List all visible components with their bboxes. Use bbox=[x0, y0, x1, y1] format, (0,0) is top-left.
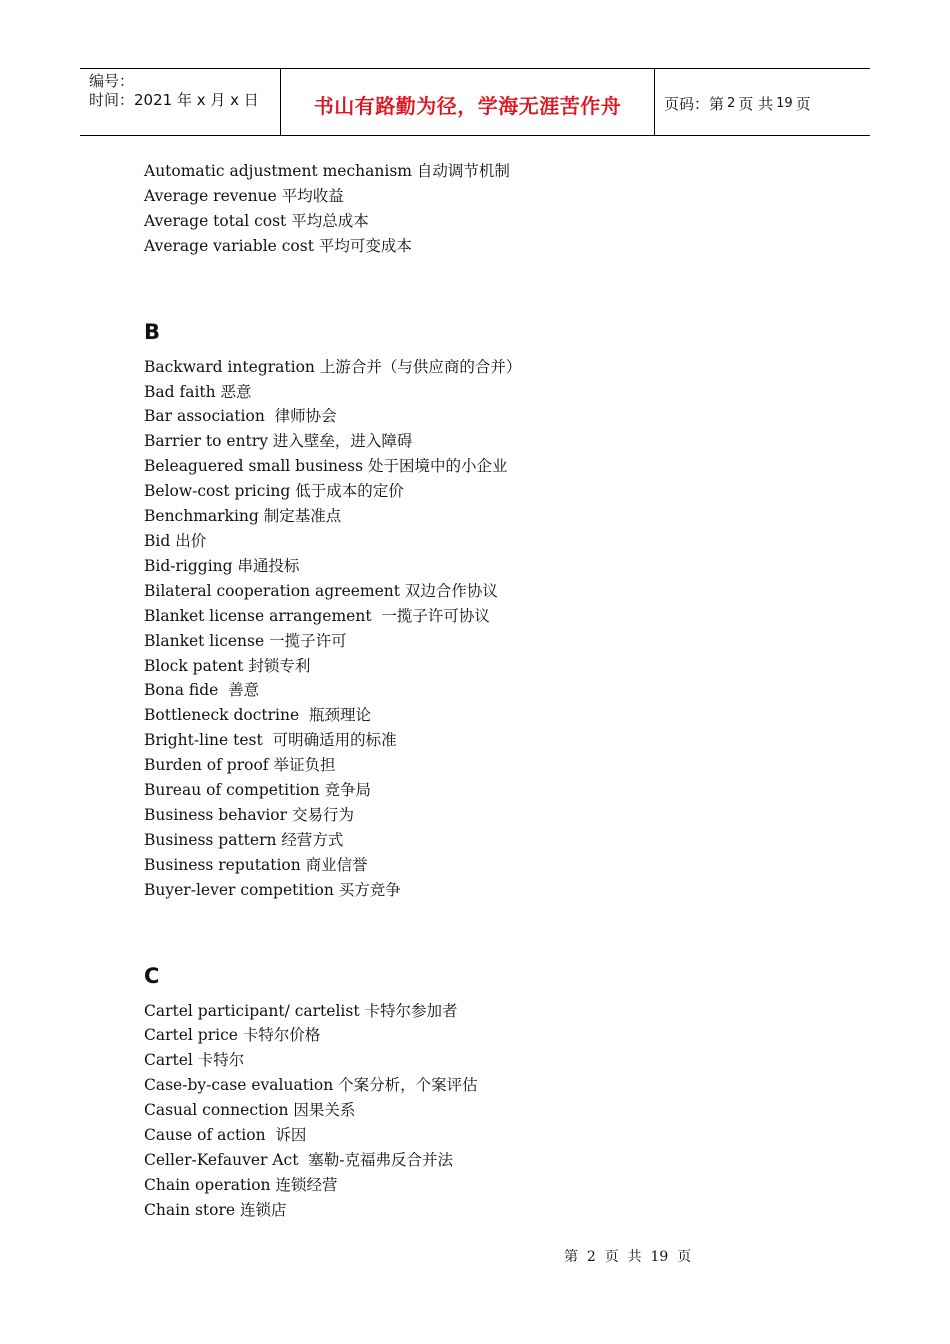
page-header bbox=[80, 68, 870, 136]
glossary-entry: Automatic adjustment mechanism 自动调节机制 bbox=[144, 162, 510, 180]
glossary-entry: Buyer-lever competition 买方竞争 bbox=[144, 880, 401, 899]
glossary-entry: Business behavior 交易行为 bbox=[144, 805, 354, 824]
page-mid: 页 共 bbox=[738, 94, 774, 113]
glossary-entry: Casual connection 因果关系 bbox=[144, 1101, 356, 1120]
section-a-tail bbox=[144, 159, 844, 259]
glossary-content bbox=[144, 159, 844, 1223]
header-page-number bbox=[655, 69, 870, 135]
header-motto: 书山有路勤为径，学海无涯苦作舟 bbox=[281, 69, 655, 135]
page-current: 2 bbox=[727, 95, 736, 111]
serial-label: 编号： bbox=[89, 72, 135, 90]
page-total: 19 bbox=[776, 95, 793, 111]
glossary-entry: Bid-rigging 串通投标 bbox=[144, 556, 300, 575]
page-prefix: 页码：第 bbox=[664, 94, 725, 113]
glossary-entry: Bar association 律师协会 bbox=[144, 407, 337, 426]
section-letter-c: C bbox=[144, 963, 160, 988]
glossary-entry: Cartel participant/ cartelist 卡特尔参加者 bbox=[144, 1001, 458, 1020]
glossary-entry: Average revenue 平均收益 bbox=[144, 186, 344, 205]
header-meta bbox=[80, 69, 281, 135]
section-c-list bbox=[144, 999, 844, 1223]
glossary-entry: Bilateral cooperation agreement 双边合作协议 bbox=[144, 581, 498, 600]
glossary-entry: Burden of proof 举证负担 bbox=[144, 756, 336, 775]
glossary-entry: Bid 出价 bbox=[144, 531, 207, 550]
glossary-entry: Business reputation 商业信誉 bbox=[144, 855, 368, 874]
glossary-entry: Bona fide 善意 bbox=[144, 681, 260, 700]
glossary-entry: Beleaguered small business 处于困境中的小企业 bbox=[144, 457, 508, 476]
page-footer: 第 2 页 共 19 页 bbox=[564, 1249, 692, 1265]
glossary-entry: Bottleneck doctrine 瓶颈理论 bbox=[144, 706, 372, 725]
glossary-entry: Chain store 连锁店 bbox=[144, 1200, 287, 1219]
glossary-entry: Cartel 卡特尔 bbox=[144, 1051, 245, 1070]
glossary-entry: Benchmarking 制定基准点 bbox=[144, 507, 342, 526]
page-suffix: 页 bbox=[795, 94, 811, 113]
glossary-entry: Business pattern 经营方式 bbox=[144, 830, 344, 849]
glossary-entry: Celler-Kefauver Act 塞勒-克福弗反合并法 bbox=[144, 1151, 454, 1169]
glossary-entry: Bright-line test 可明确适用的标准 bbox=[144, 731, 397, 750]
glossary-entry: Case-by-case evaluation 个案分析，个案评估 bbox=[144, 1076, 478, 1095]
glossary-entry: Average total cost 平均总成本 bbox=[144, 211, 369, 230]
section-b-list bbox=[144, 355, 844, 903]
glossary-entry: Barrier to entry 进入壁垒，进入障碍 bbox=[144, 432, 413, 451]
glossary-entry: Blanket license 一揽子许可 bbox=[144, 631, 347, 650]
glossary-entry: Block patent 封锁专利 bbox=[144, 656, 311, 675]
glossary-entry: Bad faith 恶意 bbox=[144, 382, 252, 401]
date-label: 时间：2021 年 x 月 x 日 bbox=[89, 91, 259, 109]
glossary-entry: Bureau of competition 竞争局 bbox=[144, 781, 372, 800]
glossary-entry: Chain operation 连锁经营 bbox=[144, 1175, 338, 1194]
glossary-entry: Average variable cost 平均可变成本 bbox=[144, 236, 412, 255]
glossary-entry: Cartel price 卡特尔价格 bbox=[144, 1026, 321, 1045]
glossary-entry: Cause of action 诉因 bbox=[144, 1126, 307, 1145]
glossary-entry: Blanket license arrangement 一揽子许可协议 bbox=[144, 606, 490, 625]
glossary-entry: Below-cost pricing 低于成本的定价 bbox=[144, 482, 404, 501]
section-letter-b: B bbox=[144, 319, 161, 344]
glossary-entry: Backward integration 上游合并（与供应商的合并） bbox=[144, 357, 522, 376]
